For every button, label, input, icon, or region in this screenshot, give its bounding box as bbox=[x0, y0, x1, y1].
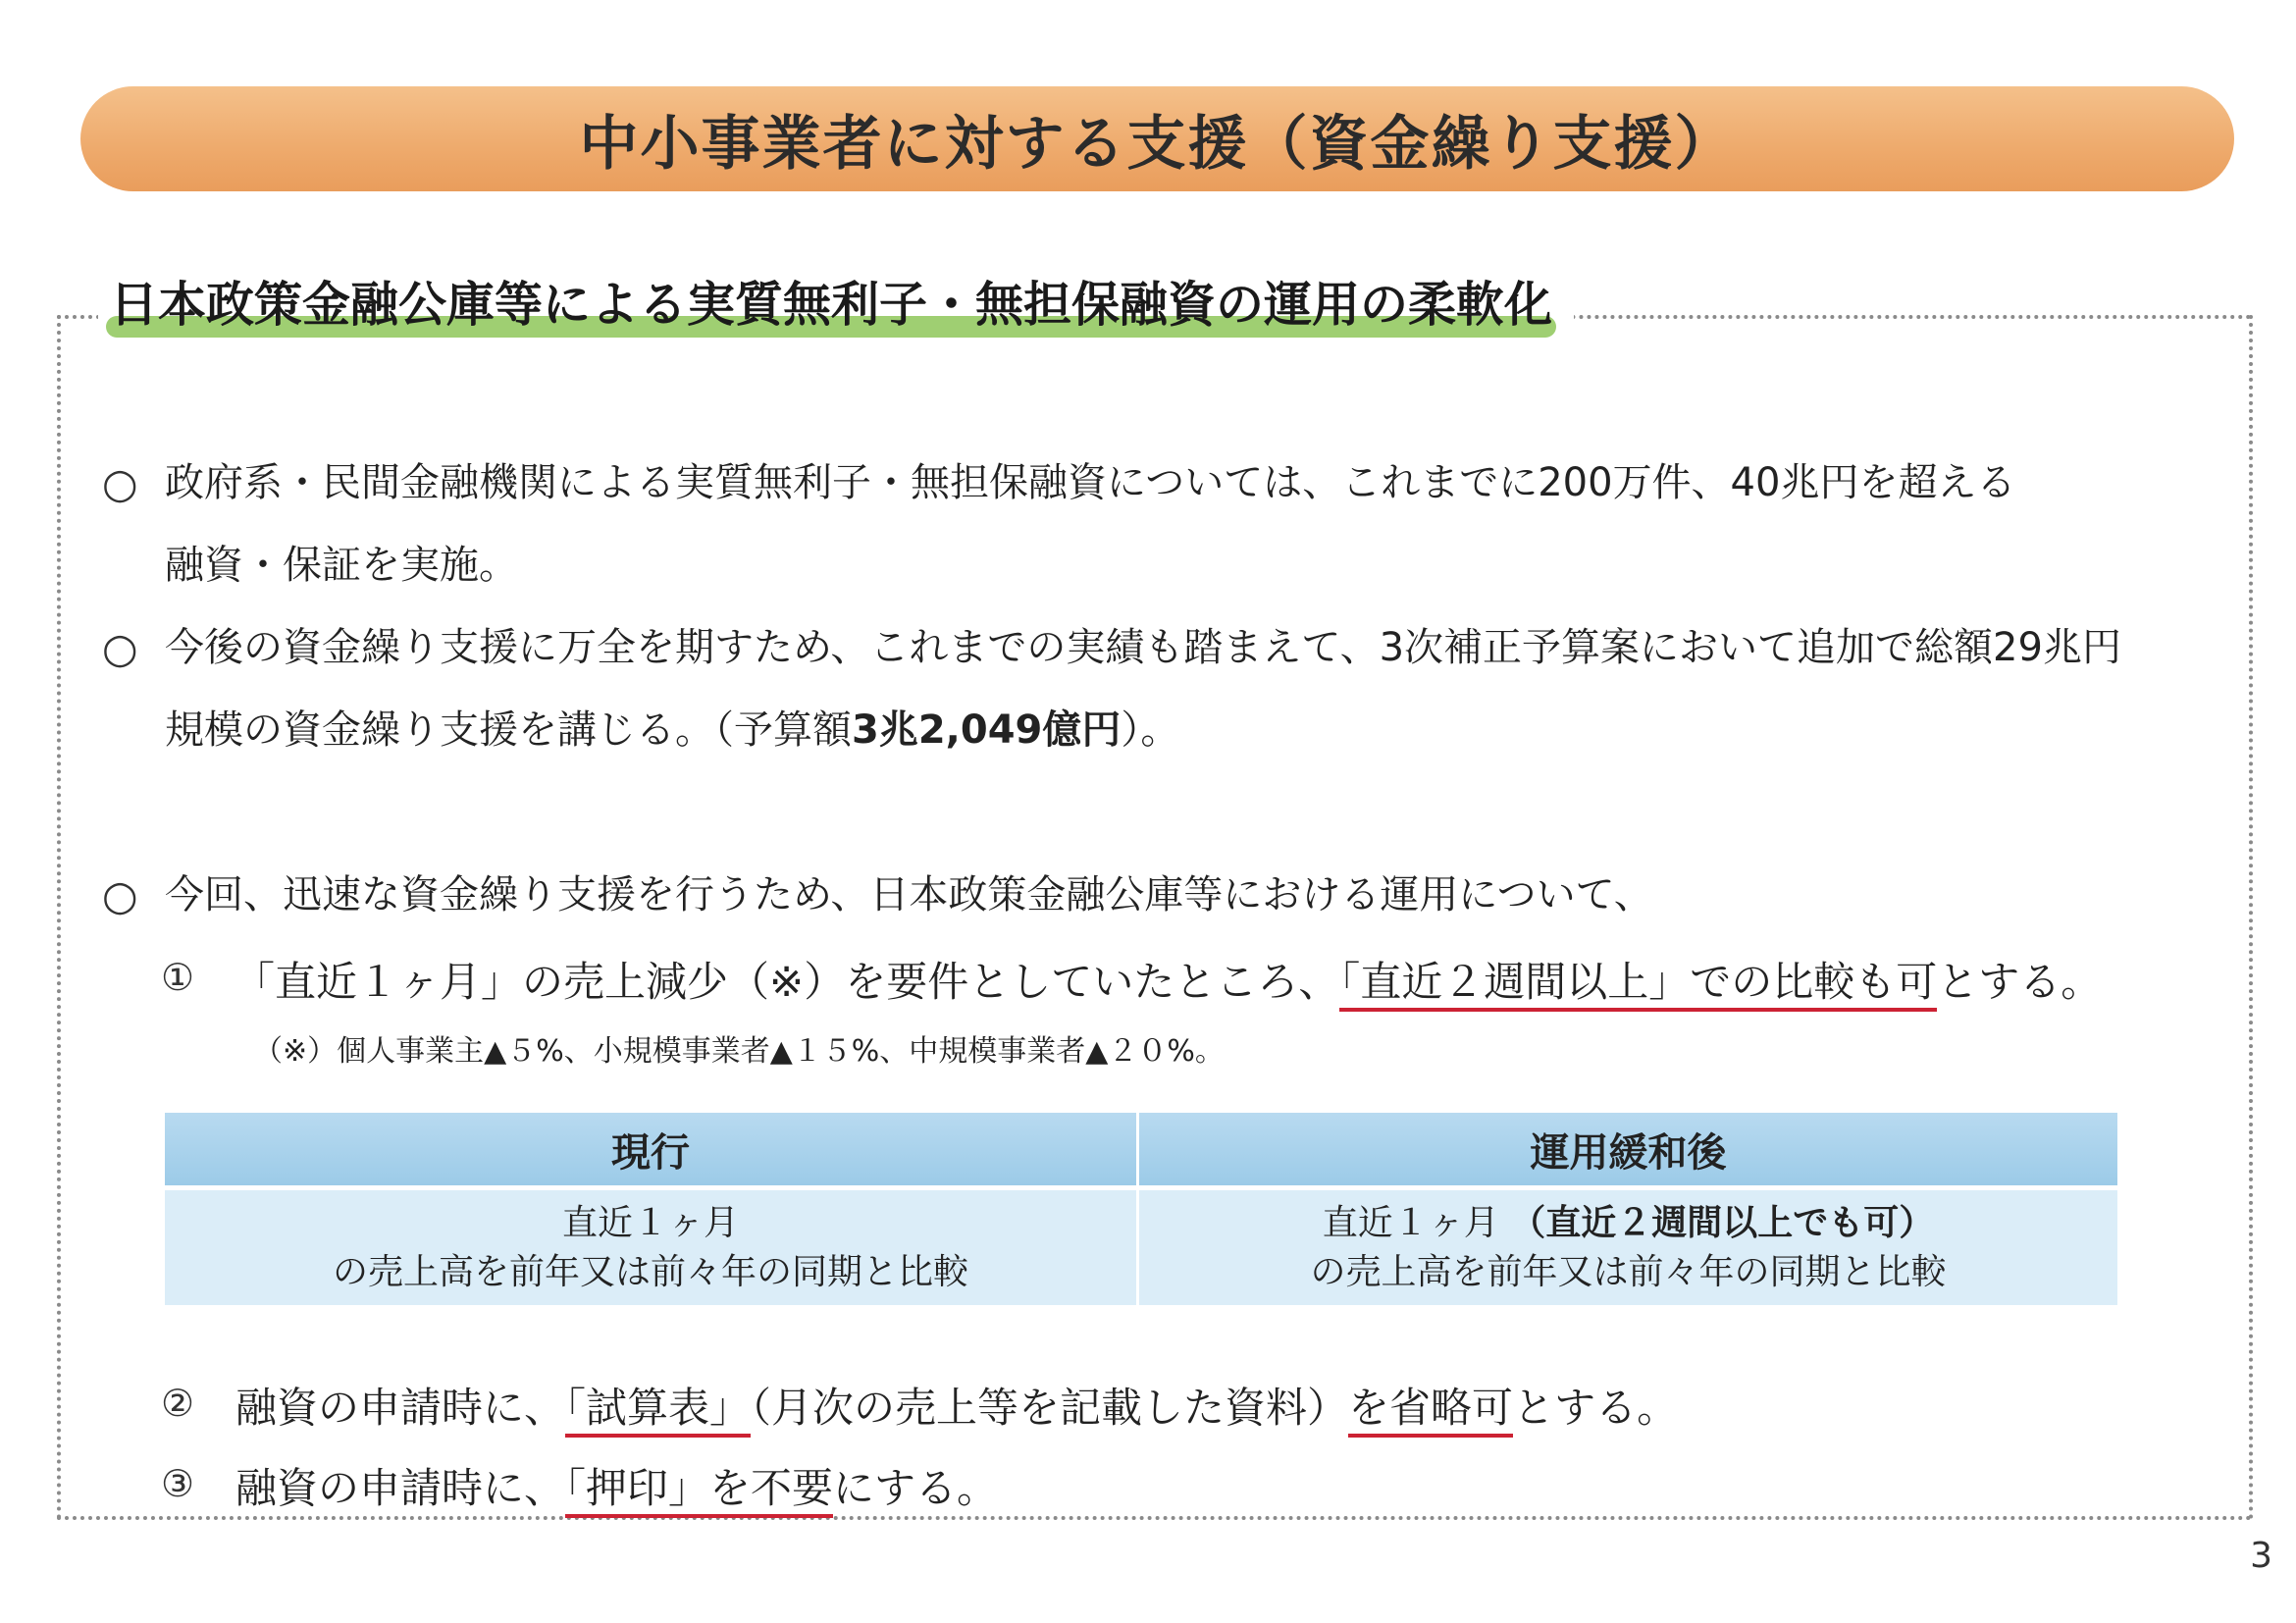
table-cell-current bbox=[165, 1185, 1139, 1305]
comparison-table bbox=[165, 1113, 2117, 1305]
paragraph-2-line-1: 今後の資金繰り支援に万全を期すため、これまでの実績も踏まえて、3次補正予算案において追加で総額29兆円 bbox=[165, 625, 2121, 670]
table-cell-current-line-2: の売上高を前年又は前々年の同期と比較 bbox=[332, 1251, 968, 1292]
page-title: 中小事業者に対する支援（資金繰り支援） bbox=[579, 109, 1736, 179]
title-banner bbox=[80, 86, 2234, 191]
table-cell-relaxed-text: 直近１ヶ月 bbox=[1322, 1202, 1499, 1243]
table-header-relaxed: 運用緩和後 bbox=[1139, 1113, 2117, 1185]
item-3-underlined: 「押印」を不要 bbox=[565, 1464, 833, 1518]
item-1-number: ① bbox=[161, 956, 195, 999]
item-3-text bbox=[235, 1456, 998, 1515]
item-3-post: にする。 bbox=[833, 1464, 999, 1512]
table-cell-relaxed-line-2: の売上高を前年又は前々年の同期と比較 bbox=[1310, 1251, 1947, 1292]
item-1-post: とする。 bbox=[1937, 958, 2103, 1006]
bullet-circle-1: ○ bbox=[102, 459, 138, 507]
table-cell-current-line-1: 直近１ヶ月 bbox=[561, 1202, 739, 1243]
paragraph-1-line-2: 融資・保証を実施。 bbox=[165, 543, 518, 588]
footnote: （※）個人事業主▲５%、小規模事業者▲１５%、中規模事業者▲２０%。 bbox=[253, 1034, 1225, 1069]
paragraph-2-text-b: ）。 bbox=[1121, 707, 1180, 753]
item-2-mid: （月次の売上等を記載した資料） bbox=[751, 1384, 1349, 1432]
item-3-pre: 融資の申請時に、 bbox=[235, 1464, 566, 1512]
item-2-pre: 融資の申請時に、 bbox=[235, 1384, 566, 1432]
page-number: 3 bbox=[2250, 1536, 2272, 1576]
table-header-current: 現行 bbox=[165, 1113, 1139, 1185]
item-2-text bbox=[235, 1376, 1678, 1435]
item-2-underlined-1: 「試算表」 bbox=[565, 1384, 751, 1438]
table-cell-relaxed-line-1 bbox=[1323, 1199, 1934, 1248]
section-heading: 日本政策金融公庫等による実質無利子・無担保融資の運用の柔軟化 bbox=[110, 277, 1553, 333]
item-1-underlined: 「直近２週間以上」での比較も可 bbox=[1339, 958, 1937, 1012]
table-cell-relaxed-bold: （直近２週間以上でも可） bbox=[1510, 1202, 1935, 1243]
paragraph-2-text-a: 規模の資金繰り支援を講じる。（予算額 bbox=[165, 707, 852, 753]
bullet-circle-2: ○ bbox=[102, 624, 138, 672]
paragraph-2-line-2 bbox=[165, 689, 1179, 771]
item-2-underlined-2: を省略可 bbox=[1348, 1384, 1513, 1438]
paragraph-3-line-1: 今回、迅速な資金繰り支援を行うため、日本政策金融公庫等における運用について、 bbox=[165, 872, 1653, 917]
item-1-pre: 「直近１ヶ月」の売上減少（※）を要件としていたところ、 bbox=[234, 958, 1340, 1006]
item-2-post: とする。 bbox=[1513, 1384, 1679, 1432]
item-1-text bbox=[234, 950, 2102, 1009]
bullet-circle-3: ○ bbox=[102, 871, 138, 919]
item-2-number: ② bbox=[161, 1382, 195, 1425]
budget-amount: 3兆2,049億円 bbox=[852, 707, 1122, 753]
table-cell-relaxed bbox=[1139, 1185, 2117, 1305]
section-heading-wrap bbox=[98, 267, 1574, 345]
paragraph-1-line-1: 政府系・民間金融機関による実質無利子・無担保融資については、これまでに200万件、40兆円を超える bbox=[165, 460, 2016, 505]
item-3-number: ③ bbox=[161, 1462, 195, 1505]
